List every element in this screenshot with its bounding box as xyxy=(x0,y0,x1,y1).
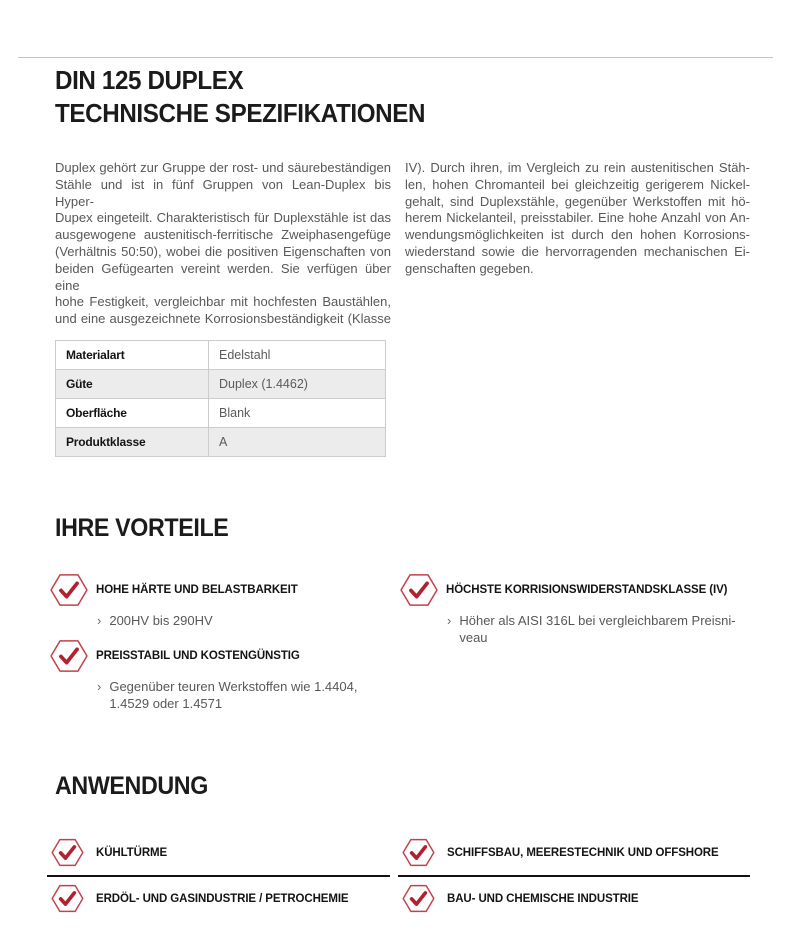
check-hexagon-icon xyxy=(50,573,88,607)
check-mark xyxy=(412,893,426,904)
applications-heading xyxy=(55,771,750,801)
hexagon-outline xyxy=(52,886,83,912)
intro-paragraphs xyxy=(55,160,750,328)
advantage-bullet xyxy=(97,678,391,712)
intro-line: hohe Festigkeit, vergleichbar mit hochfesten Baustählen, xyxy=(55,294,391,310)
page-title xyxy=(55,64,750,130)
advantage-title: HÖCHSTE KORRISIONSWIDERSTANDSKLASSE (IV) xyxy=(446,583,728,596)
advantage-item xyxy=(55,639,391,712)
table-row xyxy=(56,398,386,427)
advantage-bullet xyxy=(97,612,391,629)
spec-label: Güte xyxy=(56,369,209,398)
advantage-title: HOHE HÄRTE UND BELASTBARKEIT xyxy=(96,583,298,596)
hexagon-outline xyxy=(403,840,434,866)
application-item xyxy=(51,877,390,921)
bullet-arrow: › xyxy=(97,612,102,628)
check-hexagon-icon xyxy=(402,838,435,867)
application-label: SCHIFFSBAU, MEERESTECHNIK UND OFFSHORE xyxy=(447,846,719,859)
spec-label: Oberfläche xyxy=(56,398,209,427)
spec-value: Blank xyxy=(209,398,386,427)
advantages-heading-text: IHRE VORTEILE xyxy=(55,513,229,542)
table-row xyxy=(56,427,386,456)
applications-column-left xyxy=(55,831,390,921)
hexagon-outline xyxy=(401,575,437,605)
check-hexagon-icon xyxy=(402,884,435,913)
check-hexagon-icon xyxy=(400,573,438,607)
check-mark xyxy=(61,847,75,858)
advantages-column-left xyxy=(55,573,391,722)
intro-column-left xyxy=(55,160,391,328)
intro-line: beiden Gefügearten vereint werden. Sie verfügen über eine xyxy=(55,260,391,293)
check-mark xyxy=(61,893,75,904)
advantage-bullet xyxy=(447,612,750,646)
advantages-heading xyxy=(55,513,750,543)
advantage-bullet-text: Höher als AISI 316L bei vergleichbarem Preisniveau xyxy=(459,612,736,645)
hexagon-outline xyxy=(51,641,87,671)
intro-line: len, hohen Chromanteil bei gleichzeitig gerigerem Nickel- xyxy=(405,176,750,192)
advantage-item xyxy=(405,573,750,646)
advantage-head xyxy=(400,573,750,607)
intro-line: Dupex eingeteilt. Charakteristisch für Duplexstähle ist das xyxy=(55,210,391,226)
page-title-line2: TECHNISCHE SPEZIFIKATIONEN xyxy=(55,98,426,128)
hexagon-outline xyxy=(51,575,87,605)
intro-line: genschaften gegeben. xyxy=(405,260,534,276)
application-label: ERDÖL- UND GASINDUSTRIE / PETROCHEMIE xyxy=(96,892,349,905)
hexagon-outline xyxy=(403,886,434,912)
applications-column-right xyxy=(406,831,750,921)
advantage-item xyxy=(55,573,391,629)
advantage-head xyxy=(50,639,391,673)
applications-list xyxy=(55,831,750,921)
intro-line: Stähle und ist in fünf Gruppen von Lean-Duplex bis Hyper- xyxy=(55,176,391,209)
spec-value: Duplex (1.4462) xyxy=(209,369,386,398)
bullet-arrow: › xyxy=(97,678,102,694)
intro-line: ausgewogene austenitisch-ferritische Zweiphasengefüge xyxy=(55,227,391,243)
advantage-bullet-text: 200HV bis 290HV xyxy=(109,612,213,628)
intro-line: IV). Durch ihren, im Vergleich zu rein austenitischen Stäh- xyxy=(405,160,750,175)
hexagon-outline xyxy=(52,840,83,866)
advantage-head xyxy=(50,573,391,607)
page-title-line1: DIN 125 DUPLEX xyxy=(55,65,244,95)
intro-line: (Verhältnis 50:50), wobei die positiven Eigenschaften von xyxy=(55,243,391,259)
intro-column-right xyxy=(405,160,750,328)
advantages-column-right xyxy=(405,573,750,722)
intro-line: Duplex gehört zur Gruppe der rost- und säurebeständigen xyxy=(55,160,391,175)
table-row xyxy=(56,369,386,398)
intro-line: herem Nickelanteil, preisstabiler. Eine hohe Anzahl von An- xyxy=(405,210,750,226)
check-hexagon-icon xyxy=(51,838,84,867)
spec-label: Materialart xyxy=(56,340,209,369)
application-label: KÜHLTÜRME xyxy=(96,846,168,859)
bullet-arrow: › xyxy=(447,612,452,628)
intro-line: wendungsmöglichkeiten ist durch den hohen Korrosions- xyxy=(405,227,750,243)
spec-label: Produktklasse xyxy=(56,427,209,456)
intro-line: gehalt, sind Duplexstähle, gegenüber Werkstoffen mit hö- xyxy=(405,193,750,209)
spec-value: Edelstahl xyxy=(209,340,386,369)
advantages-list xyxy=(55,573,750,722)
intro-line: und eine ausgezeichnete Korrosionsbeständigkeit (Klasse xyxy=(55,311,391,327)
applications-heading-text: ANWENDUNG xyxy=(55,771,208,800)
application-label: BAU- UND CHEMISCHE INDUSTRIE xyxy=(447,892,639,905)
check-mark xyxy=(411,583,427,596)
advantage-title: PREISSTABIL UND KOSTENGÜNSTIG xyxy=(96,649,300,662)
check-hexagon-icon xyxy=(50,639,88,673)
check-mark xyxy=(61,649,77,662)
application-item xyxy=(402,831,750,875)
spec-table xyxy=(55,340,386,457)
check-hexagon-icon xyxy=(51,884,84,913)
advantage-bullet-text: Gegenüber teuren Werkstoffen wie 1.4404, 1.4529 oder 1.4571 xyxy=(109,678,358,711)
check-mark xyxy=(61,583,77,596)
top-divider xyxy=(18,57,773,58)
check-mark xyxy=(412,847,426,858)
intro-line: wiederstand sowie die hervorragenden mechanischen Ei- xyxy=(405,243,750,259)
table-row xyxy=(56,340,386,369)
spec-value: A xyxy=(209,427,386,456)
application-item xyxy=(51,831,390,875)
application-item xyxy=(402,877,750,921)
